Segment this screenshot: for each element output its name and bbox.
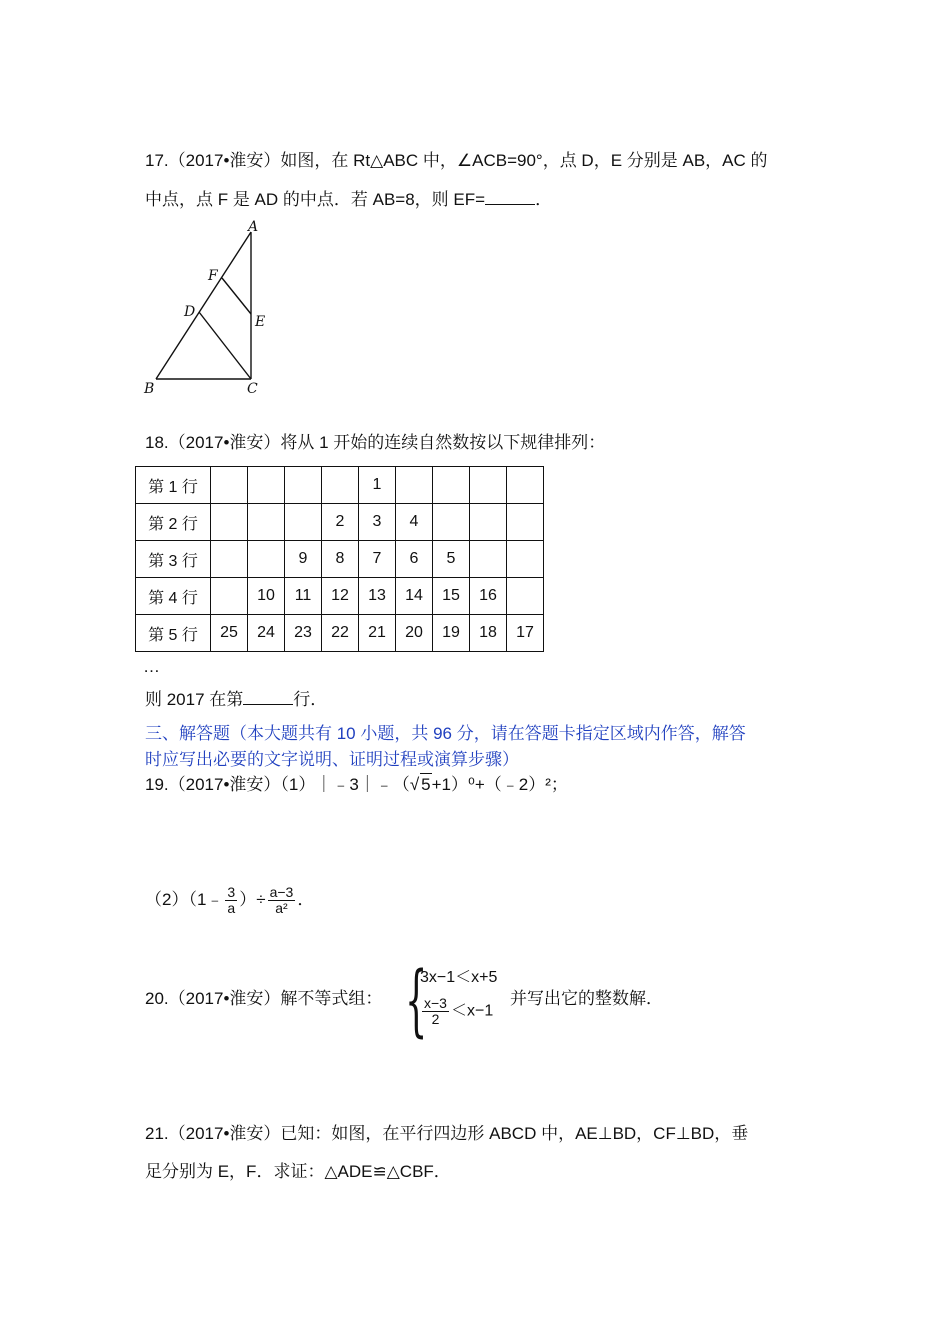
fraction-numerator: 3 [227,884,236,901]
table-row [136,541,544,578]
segment-FE [222,278,251,314]
fraction-numerator: a−3 [269,884,294,901]
row-label: 第 5 行 [136,615,211,652]
q20-suffix: 并写出它的整数解． [510,989,663,1008]
table-cell: 4 [396,504,433,541]
fraction-x-minus-3-over-2 [422,996,449,1027]
table-cell: 13 [359,578,396,615]
q18-intro: 18.（2017•淮安）将从 1 开始的连续自然数按以下规律排列： [145,433,606,452]
table-cell: 2 [322,504,359,541]
table-cell: 12 [322,578,359,615]
table-cell: 24 [248,615,285,652]
triangle-figure [140,218,280,400]
segment-AB [156,232,251,379]
fraction-denominator: a [227,900,236,917]
table-cell: 23 [285,615,322,652]
table-cell [470,504,507,541]
q19-part1-suffix: +1）⁰+（﹣2）²； [431,775,568,794]
table-cell: 20 [396,615,433,652]
system-brace: { [405,956,428,1046]
table-cell [285,467,322,504]
inequality-2-rest: ＜x−1 [450,1002,494,1020]
table-cell [507,541,544,578]
section-heading-line2: 时应写出必要的文字说明、证明过程或演算步骤） [145,750,519,769]
table-cell [211,541,248,578]
ellipsis: … [143,657,160,676]
table-cell: 7 [359,541,396,578]
q21-line2: 足分别为 E，F．求证：△ADE≌△CBF． [145,1162,451,1181]
inequality-1: 3x−1＜x+5 [420,969,498,986]
table-cell: 15 [433,578,470,615]
table-cell: 9 [285,541,322,578]
table-cell: 5 [433,541,470,578]
q18-question-suffix: 行． [293,690,328,709]
label-D: D [184,304,196,320]
label-F: F [208,268,218,284]
table-row [136,578,544,615]
table-cell: 18 [470,615,507,652]
table-cell [211,504,248,541]
table-cell [211,578,248,615]
table-cell [248,541,285,578]
table-cell: 6 [396,541,433,578]
table-cell [322,467,359,504]
table-cell [470,467,507,504]
label-B: B [144,381,155,397]
table-cell [507,578,544,615]
label-A: A [248,219,259,235]
table-cell: 14 [396,578,433,615]
table-cell: 21 [359,615,396,652]
q18-question-prefix: 则 2017 在第 [145,690,244,709]
q19-part1-prefix: 19.（2017•淮安）（1）｜﹣3｜﹣（ [145,775,410,794]
fraction-a-minus-3-over-a-squared [268,885,296,916]
table-cell: 19 [433,615,470,652]
table-cell [433,467,470,504]
q20-prefix: 20.（2017•淮安）解不等式组： [145,989,383,1008]
table-cell: 1 [359,467,396,504]
q18-question [145,688,327,711]
row-label: 第 3 行 [136,541,211,578]
table-cell: 3 [359,504,396,541]
table-cell: 17 [507,615,544,652]
section-heading-line1: 三、解答题（本大题共有 10 小题，共 96 分，请在答题卡指定区域内作答，解答 [145,724,746,743]
table-cell [470,541,507,578]
q19-part2-suffix: ． [297,890,315,909]
row-label: 第 4 行 [136,578,211,615]
table-row [136,467,544,504]
q17-line1: 17.（2017•淮安）如图，在 Rt△ABC 中，∠ACB=90°，点 D，E 分别是 AB，AC 的 [145,151,768,170]
table-cell [507,504,544,541]
table-cell [507,467,544,504]
label-E: E [255,314,266,330]
fraction-3-over-a [225,885,237,916]
table-cell: 10 [248,578,285,615]
table-cell: 16 [470,578,507,615]
fraction-denominator: a² [275,900,288,917]
table-cell [248,467,285,504]
sqrt-radicand: 5 [421,775,431,794]
segment-DC [199,312,251,379]
q19-part1 [145,773,568,796]
sqrt-sign: √ [409,775,420,794]
q17-line2 [145,188,552,211]
q19-part2-prefix: （2）（1﹣ [145,890,224,909]
table-cell [396,467,433,504]
q17-line2-suffix: ． [535,190,553,209]
fraction-denominator: 2 [431,1011,440,1027]
q21-line1: 21.（2017•淮安）已知：如图，在平行四边形 ABCD 中，AE⊥BD，CF⊥BD，垂 [145,1124,749,1143]
table-cell: 25 [211,615,248,652]
answer-blank [243,688,293,705]
table-cell: 8 [322,541,359,578]
table-cell: 22 [322,615,359,652]
table-cell: 11 [285,578,322,615]
label-C: C [247,381,258,397]
inequality-2 [420,996,493,1027]
fraction-numerator: x−3 [424,995,447,1011]
table-cell [285,504,322,541]
answer-blank [485,188,535,205]
row-label: 第 2 行 [136,504,211,541]
table-row [136,504,544,541]
q19-part2 [145,882,314,918]
table-cell [211,467,248,504]
table-row [136,615,544,652]
q19-part2-mid: ）÷ [239,890,266,909]
q17-line2-prefix: 中点，点 F 是 AD 的中点．若 AB=8，则 EF= [145,190,486,209]
table-cell [248,504,285,541]
number-table [135,466,544,652]
table-cell [433,504,470,541]
row-label: 第 1 行 [136,467,211,504]
